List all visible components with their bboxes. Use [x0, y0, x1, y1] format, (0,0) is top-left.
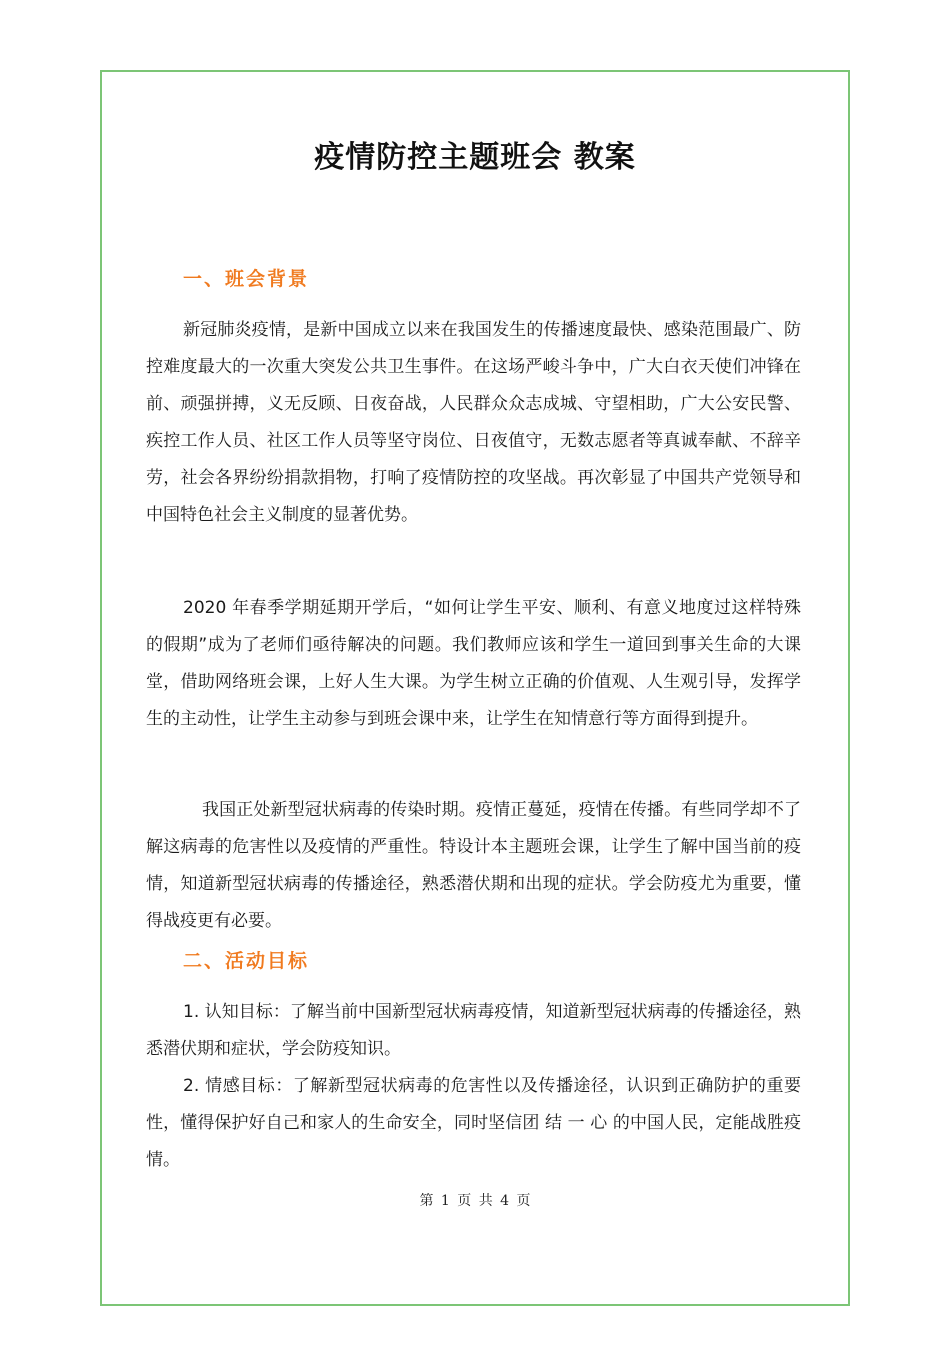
- section-heading-goals: 二、活动目标: [183, 950, 310, 972]
- background-paragraph-2: 2020 年春季学期延期开学后，“如何让学生平安、顺利、有意义地度过这样特殊的假期”成为了老师们亟待解决的问题。我们教师应该和学生一道回到事关生命的大课堂，借助网络班会课，上好人生大课。为学生树立正确的价值观、人生观引导，发挥学生的主动性，让学生主动参与到班会课中来，让学生在知情意行等方面得到提升。: [146, 598, 801, 729]
- document-title: 疫情防控主题班会 教案: [314, 140, 636, 175]
- background-paragraph-3: 我国正处新型冠状病毒的传染时期。疫情正蔓延，疫情在传播。有些同学却不了解这病毒的危害性以及疫情的严重性。特设计本主题班会课，让学生了解中国当前的疫情，知道新型冠状病毒的传播途径，熟悉潜伏期和出现的症状。学会防疫尤为重要，懂得战疫更有必要。: [146, 800, 801, 931]
- background-paragraph-1: 新冠肺炎疫情，是新中国成立以来在我国发生的传播速度最快、感染范围最广、防控难度最大的一次重大突发公共卫生事件。在这场严峻斗争中，广大白衣天使们冲锋在前、顽强拼搏，义无反顾、日夜奋战，人民群众众志成城、守望相助，广大公安民警、疾控工作人员、社区工作人员等坚守岗位、日夜值守，无数志愿者等真诚奉献、不辞辛劳，社会各界纷纷捐款捐物，打响了疫情防控的攻坚战。再次彰显了中国共产党领导和中国特色社会主义制度的显著优势。: [146, 320, 801, 525]
- page-number-footer: 第 1 页 共 4 页: [419, 1193, 531, 1209]
- goal-item-emotional: 2. 情感目标：了解新型冠状病毒的危害性以及传播途径，认识到正确防护的重要性，懂得保护好自己和家人的生命安全，同时坚信团 结 一 心 的中国人民，定能战胜疫情。: [146, 1076, 801, 1170]
- goal-item-cognitive: 1. 认知目标：了解当前中国新型冠状病毒疫情，知道新型冠状病毒的传播途径，熟悉潜伏期和症状，学会防疫知识。: [146, 1002, 801, 1059]
- section-heading-background: 一、班会背景: [183, 268, 310, 290]
